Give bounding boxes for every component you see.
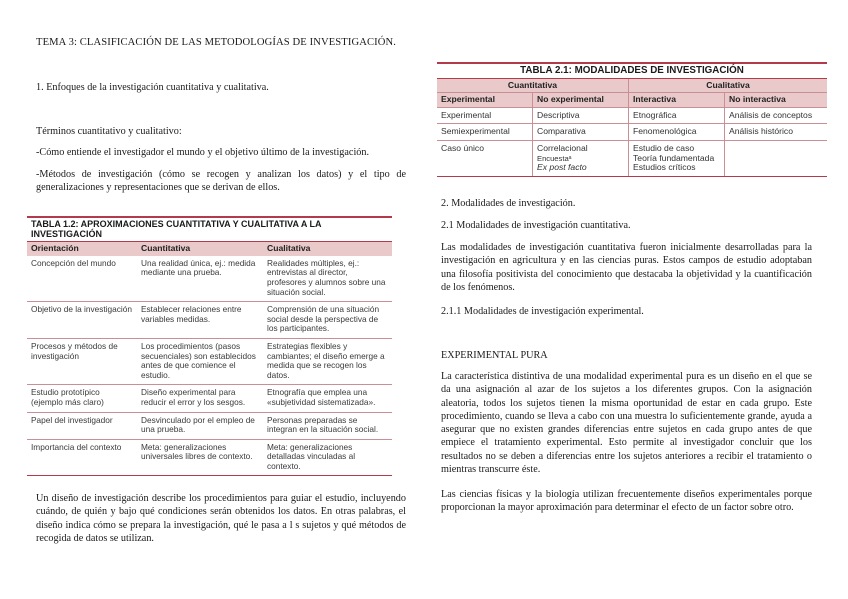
design-paragraph: Un diseño de investigación describe los procedimientos para guiar el estudio, incluyendo cuándo, de quién y bajo qué condiciones serán obtenidos los datos. En otras palabras, el diseño indica cómo se prepara la investigación, qué le pasa a l s sujetos y qué métodos de recogida de datos se utilizan.: [36, 493, 406, 544]
table-cell: Una realidad única, ej.: medida mediante una prueba.: [137, 256, 263, 302]
table-cell: Experimental: [437, 107, 533, 124]
sub-experimental: Experimental: [437, 93, 533, 108]
table-2-1-caption: TABLA 2.1: MODALIDADES DE INVESTIGACIÓN: [437, 62, 827, 79]
cell-line: Estudio de caso: [633, 142, 695, 153]
table-cell: Concepción del mundo: [27, 256, 137, 302]
table-cell: Meta: generalizaciones universales libres de contexto.: [137, 439, 263, 476]
table-row: [27, 338, 392, 384]
table-cell: Papel del investigador: [27, 412, 137, 439]
table-row: [27, 439, 392, 476]
table-cell: [725, 140, 828, 176]
table-1-2-caption: TABLA 1.2: APROXIMACIONES CUANTITATIVA Y CUALITATIVA A LA INVESTIGACIÓN: [27, 216, 392, 242]
table-cell: Personas preparadas se integran en la situación social.: [263, 412, 392, 439]
table-cell: [533, 140, 629, 176]
table-cell: Procesos y métodos de investigación: [27, 338, 137, 384]
table-row: [27, 256, 392, 302]
table-1-2: [27, 216, 392, 476]
table-cell: Semiexperimental: [437, 124, 533, 141]
table-cell: Análisis histórico: [725, 124, 828, 141]
paragraph-experimental: La característica distintiva de una modalidad experimental pura es un diseño en el que se da una asignación al azar de los sujetos a los diferentes grupos. Con la asignación aleatoria, todos los sujetos tienen la misma oportunidad de estar en cada grupo. Este procedimiento, cuando se lleva a cabo con una muestra lo suficientemente grande, ayuda a asegurar que no existen grandes diferencias entre sujetos en cada grupo antes de que empiece el tratamiento experimental. Esto permite al investigador concluir que los resultados no se deben a diferencias entre los sujetos anteriores a recibir el tratamiento o mientras transcurre éste.: [441, 371, 812, 476]
table-cell: Realidades múltiples, ej.: entrevistas al director, profesores y alumnos sobre una situación social.: [263, 256, 392, 302]
sub-no-experimental: No experimental: [533, 93, 629, 108]
table-cell: Caso único: [437, 140, 533, 176]
section-2-title: 2. Modalidades de investigación.: [441, 198, 576, 209]
table-cell: Diseño experimental para reducir el error y los sesgos.: [137, 385, 263, 412]
bullet-world-view: -Cómo entiende el investigador el mundo y el objetivo último de la investigación.: [36, 147, 370, 158]
table-row: [27, 385, 392, 412]
bullet-methods: -Métodos de investigación (cómo se recogen y analizan los datos) y el tipo de generalizaciones y representaciones que se derivan de ellos.: [36, 169, 406, 194]
page-heading: TEMA 3: CLASIFICACIÓN DE LAS METODOLOGÍAS DE INVESTIGACIÓN.: [36, 37, 396, 48]
cell-line: Estudios críticos: [633, 162, 696, 173]
cell-line: Encuestaᵃ: [537, 153, 572, 163]
table-cell: Estudio prototípico (ejemplo más claro): [27, 385, 137, 412]
table-cell: Comparativa: [533, 124, 629, 141]
table-cell: Comprensión de una situación social desde la perspectiva de los participantes.: [263, 302, 392, 339]
cell-line: Ex post facto: [537, 162, 587, 173]
group-header-row: [437, 79, 827, 93]
table-cell: Meta: generalizaciones detalladas vinculadas al contexto.: [263, 439, 392, 476]
cell-line: Teoría fundamentada: [633, 152, 715, 163]
table-2-1: [437, 62, 827, 177]
table-cell: Estrategias flexibles y cambiantes; el diseño emerge a medida que se recogen los datos.: [263, 338, 392, 384]
group-cualitativa: Cualitativa: [629, 79, 828, 93]
table-cell: Desvinculado por el empleo de una prueba.: [137, 412, 263, 439]
section-2-1-title: 2.1 Modalidades de investigación cuantitativa.: [441, 220, 631, 231]
section-2-1-1-title: 2.1.1 Modalidades de investigación experimental.: [441, 306, 644, 317]
table-row: [437, 124, 827, 141]
table-cell: Objetivo de la investigación: [27, 302, 137, 339]
table-row: [27, 302, 392, 339]
table-row: [27, 412, 392, 439]
table-row: [437, 140, 827, 176]
table-cell: Etnografía que emplea una «subjetividad sistematizada».: [263, 385, 392, 412]
table-cell: Análisis de conceptos: [725, 107, 828, 124]
section-1-title: 1. Enfoques de la investigación cuantitativa y cualitativa.: [36, 82, 269, 93]
paragraph-sciences: Las ciencias físicas y la biología utilizan frecuentemente diseños experimentales porque proporcionan la mayor aproximación para determinar el efecto de un factor sobre otro.: [441, 489, 812, 514]
experimental-pura-title: EXPERIMENTAL PURA: [441, 350, 548, 361]
paragraph-quantitative: Las modalidades de investigación cuantitativa fueron inicialmente desarrolladas para la investigación en agricultura y en las ciencias puras. Estos campos de estudio adoptaban una filosofía positivista del conocimiento que destacaba la objetividad y la cuantificación de los fenómenos.: [441, 242, 812, 293]
table-header-row: [27, 242, 392, 256]
sub-no-interactiva: No interactiva: [725, 93, 828, 108]
table-cell: [629, 140, 725, 176]
table-cell: Fenomenológica: [629, 124, 725, 141]
header-cuantitativa: Cuantitativa: [137, 242, 263, 256]
sub-header-row: [437, 93, 827, 108]
table-row: [437, 107, 827, 124]
table-cell: Los procedimientos (pasos secuenciales) son establecidos antes de que comience el estudio.: [137, 338, 263, 384]
terms-heading: Términos cuantitativo y cualitativo:: [36, 126, 182, 137]
header-orientacion: Orientación: [27, 242, 137, 256]
sub-interactiva: Interactiva: [629, 93, 725, 108]
table-cell: Etnográfica: [629, 107, 725, 124]
table-cell: Descriptiva: [533, 107, 629, 124]
table-cell: Importancia del contexto: [27, 439, 137, 476]
cell-line: Correlacional: [537, 142, 588, 153]
table-cell: Establecer relaciones entre variables medidas.: [137, 302, 263, 339]
group-cuantitativa: Cuantitativa: [437, 79, 629, 93]
header-cualitativa: Cualitativa: [263, 242, 392, 256]
